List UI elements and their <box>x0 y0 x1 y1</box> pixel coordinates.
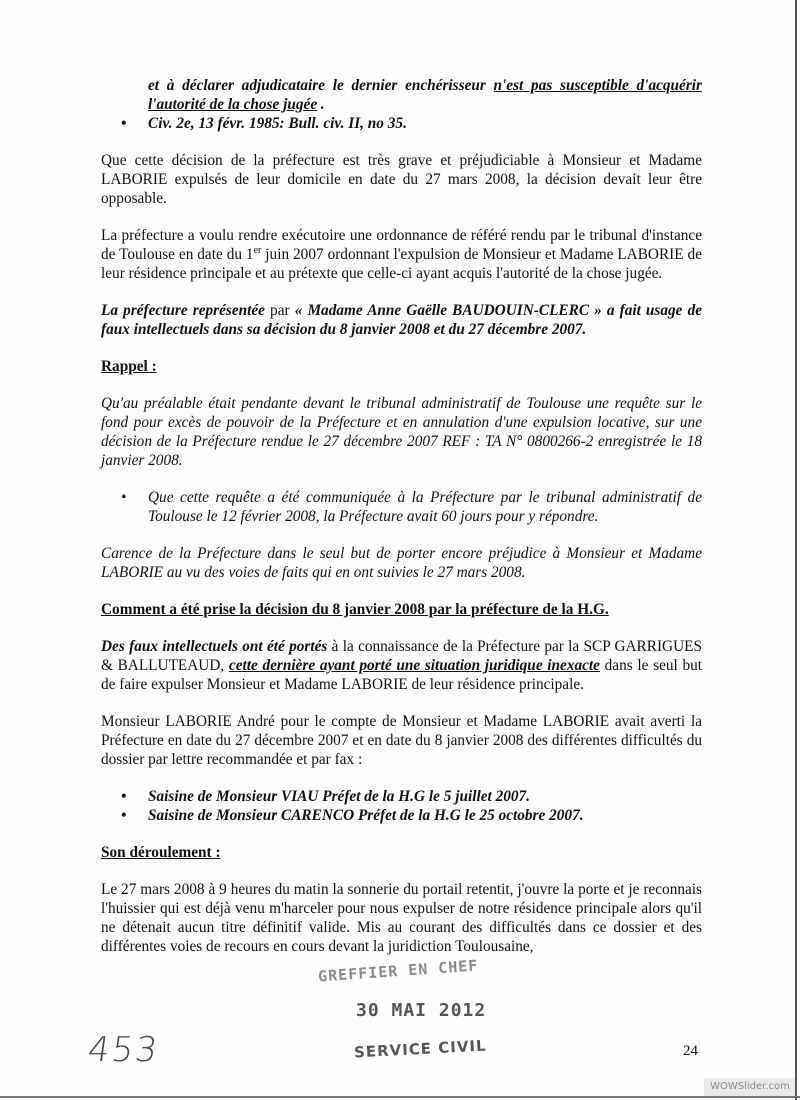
text-fragment: La préfecture a voulu rendre exécutoire une ordonnance de référé rendu par le tribunal d'instance de Toulouse en date du 1 <box>101 227 702 263</box>
text-fragment: dans le seul but de faire expulser Monsieur et Madame LABORIE de leur résidence principale. <box>101 657 702 693</box>
superscript: er <box>253 244 262 256</box>
page-number: 24 <box>683 1043 698 1059</box>
bullet-icon: • <box>121 788 127 805</box>
continued-sentence <box>101 76 702 114</box>
paragraph-faux-intellectuels <box>101 637 702 694</box>
stamp-date: 30 MAI 2012 <box>356 1000 487 1021</box>
paragraph-faux <box>101 301 702 339</box>
bullet-communication <box>101 488 702 526</box>
text-fragment: La préfecture représentée <box>101 302 265 319</box>
scan-edge-right <box>795 0 797 1100</box>
heading-decision: Comment a été prise la décision du 8 janvier 2008 par la préfecture de la H.G. <box>101 601 609 618</box>
underlined-text: n'est pas susceptible d'acquérir l'autorité de la chose jugée <box>148 77 702 113</box>
text-fragment: à la connaissance de la Préfecture par la SCP GARRIGUES & BALLUTEAUD, <box>101 638 702 674</box>
stamp-service: SERVICE CIVIL <box>353 1036 487 1062</box>
bullet-saisine <box>101 787 702 806</box>
bullet-saisine <box>101 806 702 825</box>
text-fragment: par <box>264 302 295 319</box>
heading-rappel: Rappel : <box>101 358 157 375</box>
bullet-icon: • <box>121 115 127 132</box>
citation-text: Civ. 2e, 13 févr. 1985: Bull. civ. II, no 35. <box>148 115 407 132</box>
text-fragment: Des faux intellectuels ont été portés <box>101 638 328 655</box>
heading-deroulement: Son déroulement : <box>101 844 221 861</box>
page-body <box>101 76 702 956</box>
citation-bullet <box>101 114 702 133</box>
paragraph-rappel: Qu'au préalable était pendante devant le tribunal administratif de Toulouse une requête sur le fond pour excès de pouvoir de la Préfecture et en annulation d'une expulsion locative, sur une décision de la Préfecture rendue le 27 décembre 2007 REF : TA N° 0800266-2 enregistrée le 18 janvier 2008. <box>101 395 702 469</box>
paragraph-deroulement: Le 27 mars 2008 à 9 heures du matin la sonnerie du portail retentit, j'ouvre la porte et je reconnais l'huissier qui est déjà venu m'harceler pour nous expulser de notre résidence principale alors qu'il ne détenait aucun titre définitif valide. Mis au courant des difficultés dans ce dossier et des différentes voies de recours en cours devant la juridiction Toulousaine, <box>101 881 702 955</box>
paragraph-carence: Carence de la Préfecture dans le seul but de porter encore préjudice à Monsieur et Madame LABORIE au vu des voies de faits qui en ont suivies le 27 mars 2008. <box>101 545 702 581</box>
underlined-text: cette dernière ayant porté une situation juridique inexacte <box>228 657 600 674</box>
paragraph-prefecture <box>101 226 702 283</box>
bullet-icon: • <box>121 807 127 824</box>
handwritten-number: 453 <box>85 1030 162 1070</box>
bullet-text: Que cette requête a été communiquée à la Préfecture par le tribunal administratif de Toulouse le 12 février 2008, la Préfecture avait 60 jours pour y répondre. <box>148 489 702 525</box>
text-fragment: juin 2007 ordonnant l'expulsion de Monsieur et Madame LABORIE de leur résidence principale et au prétexte que celle-ci ayant acquis l'autorité de la chose jugée. <box>101 246 702 282</box>
bullet-icon: • <box>121 489 127 506</box>
paragraph-averti: Monsieur LABORIE André pour le compte de Monsieur et Madame LABORIE avait averti la Préfecture en date du 27 décembre 2007 et en date du 8 janvier 2008 des différentes difficultés du dossier par lettre recommandée et par fax : <box>101 713 702 768</box>
text-fragment: « Madame Anne Gaëlle BAUDOUIN-CLERC » a fait usage de faux intellectuels dans sa décision du 8 janvier 2008 et du 27 décembre 2007. <box>101 302 703 338</box>
bullet-text: Saisine de Monsieur CARENCO Préfet de la H.G le 25 octobre 2007. <box>148 807 584 824</box>
scan-edge-bottom <box>0 1096 800 1098</box>
text-fragment: . <box>317 96 325 113</box>
stamp-greffier: GREFFIER EN CHEF <box>317 956 479 986</box>
paragraph-decision: Que cette décision de la préfecture est très grave et préjudiciable à Monsieur et Madame LABORIE expulsés de leur domicile en date du 27 mars 2008, la décision devait leur être opposable. <box>101 152 702 207</box>
bullet-text: Saisine de Monsieur VIAU Préfet de la H.G le 5 juillet 2007. <box>148 788 531 805</box>
watermark: WOWSlider.com <box>704 1078 796 1096</box>
text-fragment: et à déclarer adjudicataire le dernier enchérisseur <box>148 77 494 94</box>
